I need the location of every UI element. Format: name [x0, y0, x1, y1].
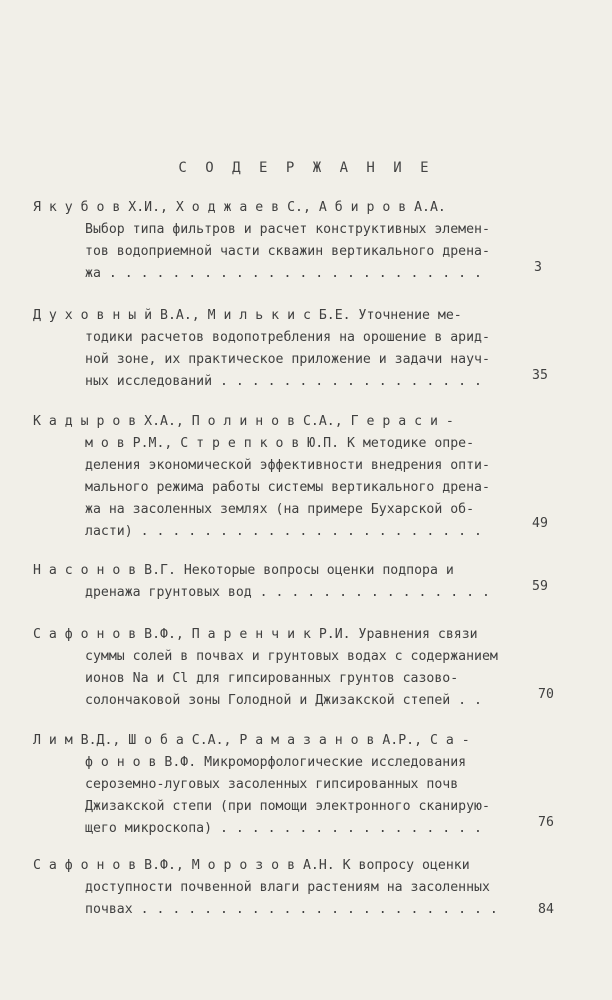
toc-entry-line: м о в Р.М., С т р е п к о в Ю.П. К методике опре- — [85, 436, 475, 451]
toc-entry-line: тодики расчетов водопотребления на орошение в арид- — [85, 330, 490, 345]
toc-entry-line: тов водоприемной части скважин вертикального дрена- — [85, 244, 490, 259]
toc-entry-line: Выбор типа фильтров и расчет конструктивных элемен- — [85, 222, 490, 237]
page-number: 84 — [538, 902, 554, 917]
toc-entry-line: суммы солей в почвах и грунтовых водах с содержанием — [85, 649, 498, 664]
toc-entry-line: жа на засоленных землях (на примере Бухарской об- — [85, 502, 475, 517]
toc-entry-line: ионов Na и Cl для гипсированных грунтов сазово- — [85, 671, 459, 686]
page-number: 76 — [538, 815, 554, 830]
toc-entry-line: почвах . . . . . . . . . . . . . . . . . . . . . . . — [85, 902, 498, 917]
toc-entry-line: щего микроскопа) . . . . . . . . . . . . . . . . . — [85, 821, 482, 836]
toc-entry-line: Д у х о в н ы й В.А., М и л ь к и с Б.Е. Уточнение ме- — [33, 308, 462, 323]
toc-entry-line: ных исследований . . . . . . . . . . . . . . . . . — [85, 374, 482, 389]
toc-entry-line: Л и м В.Д., Ш о б а С.А., Р а м а з а н о в А.Р., С а - — [33, 733, 470, 748]
page-number: 35 — [532, 368, 548, 383]
toc-entry-line: Джизакской степи (при помощи электронного сканирую- — [85, 799, 490, 814]
page-number: 70 — [538, 687, 554, 702]
toc-entry-line: Я к у б о в Х.И., Х о д ж а е в С., А б и р о в А.А. — [33, 200, 446, 215]
page-number: 59 — [532, 579, 548, 594]
toc-entry-line: жа . . . . . . . . . . . . . . . . . . . . . . . . — [85, 266, 482, 281]
toc-entry-line: ф о н о в В.Ф. Микроморфологические исследования — [85, 755, 467, 770]
toc-entry-line: деления экономической эффективности внедрения опти- — [85, 458, 490, 473]
toc-entry-line: С а ф о н о в В.Ф., П а р е н ч и к Р.И. Уравнения связи — [33, 627, 478, 642]
page-number: 49 — [532, 516, 548, 531]
toc-entry-line: солончаковой зоны Голодной и Джизакской степей . . — [85, 693, 482, 708]
toc-entry-line: доступности почвенной влаги растениям на засоленных — [85, 880, 490, 895]
page-title: С О Д Е Р Ж А Н И Е — [178, 160, 434, 176]
page-number: 3 — [534, 260, 542, 275]
toc-entry-line: сероземно-луговых засоленных гипсированных почв — [85, 777, 459, 792]
toc-entry-line: С а ф о н о в В.Ф., М о р о з о в А.Н. К вопросу оценки — [33, 858, 470, 873]
toc-entry-line: мального режима работы системы вертикального дрена- — [85, 480, 490, 495]
toc-entry-line: К а д ы р о в Х.А., П о л и н о в С.А., Г е р а с и - — [33, 414, 454, 429]
toc-entry-line: ласти) . . . . . . . . . . . . . . . . . . . . . . — [85, 524, 482, 539]
toc-entry-line: дренажа грунтовых вод . . . . . . . . . . . . . . . — [85, 585, 490, 600]
toc-entry-line: ной зоне, их практическое приложение и задачи науч- — [85, 352, 490, 367]
toc-entry-line: Н а с о н о в В.Г. Некоторые вопросы оценки подпора и — [33, 563, 454, 578]
